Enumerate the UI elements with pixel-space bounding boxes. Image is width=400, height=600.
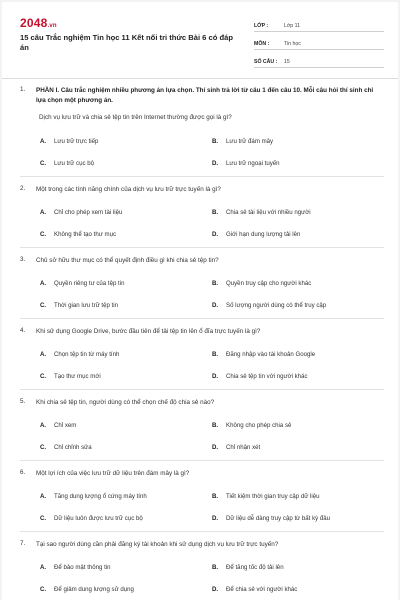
divider <box>20 531 384 532</box>
option-b[interactable] <box>212 209 311 216</box>
option-c[interactable] <box>40 586 134 593</box>
question-number: 6. <box>20 469 26 476</box>
question-number: 7. <box>20 540 26 547</box>
option-text: Để giảm dung lượng sử dụng <box>54 586 134 593</box>
option-letter: D. <box>212 586 219 593</box>
option-text: Tiết kiệm thời gian truy cập dữ liệu <box>226 493 320 500</box>
question-3 <box>20 256 384 266</box>
option-text: Quyền truy cập cho người khác <box>226 280 312 287</box>
option-letter: A. <box>40 209 47 216</box>
option-letter: C. <box>40 444 47 451</box>
option-text: Lưu trữ đám mây <box>226 138 274 145</box>
option-letter: D. <box>212 302 219 309</box>
option-b[interactable] <box>212 280 311 287</box>
question-2 <box>20 185 384 195</box>
question-number: 2. <box>20 185 26 192</box>
option-text: Chia sẻ tệp tin với người khác <box>226 373 308 380</box>
option-b[interactable] <box>212 138 273 145</box>
option-letter: B. <box>212 209 219 216</box>
option-a[interactable] <box>40 422 76 429</box>
option-b[interactable] <box>212 422 291 429</box>
meta-value: 15 <box>284 59 290 65</box>
option-a[interactable] <box>40 280 124 287</box>
option-text: Chỉ xem <box>54 422 77 429</box>
option-letter: B. <box>212 422 219 429</box>
site-logo[interactable] <box>20 16 57 30</box>
question-text: Chủ sở hữu thư mục có thể quyết định điều gì khi chia sẻ tệp tin? <box>36 257 219 264</box>
option-text: Tạo thư mục mới <box>54 373 101 380</box>
option-d[interactable] <box>212 515 330 522</box>
question-7 <box>20 540 384 550</box>
option-letter: B. <box>212 351 219 358</box>
option-letter: C. <box>40 231 47 238</box>
option-letter: A. <box>40 422 47 429</box>
option-letter: B. <box>212 280 219 287</box>
option-c[interactable] <box>40 302 118 309</box>
option-letter: A. <box>40 351 47 358</box>
option-d[interactable] <box>212 373 308 380</box>
meta-value: Lớp 11 <box>284 23 300 29</box>
option-c[interactable] <box>40 160 94 167</box>
divider <box>20 318 384 319</box>
question-5 <box>20 398 384 408</box>
question-text: Khi chia sẻ tệp tin, người dùng có thể chọn chế độ chia sẻ nào? <box>36 399 215 406</box>
option-d[interactable] <box>212 302 326 309</box>
option-d[interactable] <box>212 444 260 451</box>
question-number: 4. <box>20 327 26 334</box>
meta-row-count <box>254 52 384 68</box>
option-letter: C. <box>40 160 47 167</box>
option-a[interactable] <box>40 138 98 145</box>
meta-row-subject <box>254 34 384 50</box>
option-text: Chỉ nhận xét <box>226 444 261 451</box>
option-text: Tăng dung lượng ổ cứng máy tính <box>54 493 147 500</box>
option-letter: A. <box>40 138 47 145</box>
meta-key: MÔN : <box>254 41 270 47</box>
document-header <box>2 2 398 79</box>
meta-key: SỐ CÂU : <box>254 59 278 65</box>
option-a[interactable] <box>40 209 122 216</box>
divider <box>20 247 384 248</box>
option-text: Để tăng tốc độ tải lên <box>226 564 284 571</box>
section-instruction: PHẦN I. Câu trắc nghiệm nhiều phương án lựa chọn. Thí sinh trả lời từ câu 1 đến câu 10. Mỗi câu hỏi thí sinh chỉ lựa chọn một phương án. <box>36 87 374 104</box>
option-d[interactable] <box>212 231 300 238</box>
option-text: Để chia sẻ với người khác <box>226 586 298 593</box>
question-text: Dịch vụ lưu trữ và chia sẻ tệp tin trên Internet thường được gọi là gì? <box>39 114 232 121</box>
option-text: Giới hạn dung lượng tải lên <box>226 231 301 238</box>
question-number: 5. <box>20 398 26 405</box>
meta-row-class <box>254 16 384 32</box>
question-text: Một trong các tính năng chính của dịch vụ lưu trữ trực tuyến là gì? <box>36 186 221 193</box>
question-text: Tại sao người dùng cần phải đăng ký tài khoản khi sử dụng dịch vụ lưu trữ trực tuyến? <box>36 541 279 548</box>
option-b[interactable] <box>212 351 315 358</box>
option-text: Dữ liệu dễ dàng truy cập từ bất kỳ đâu <box>226 515 331 522</box>
option-text: Quyền riêng tư của tệp tin <box>54 280 125 287</box>
meta-key: LỚP : <box>254 23 269 29</box>
question-number: 3. <box>20 256 26 263</box>
option-c[interactable] <box>40 231 116 238</box>
option-text: Đăng nhập vào tài khoản Google <box>226 351 316 358</box>
option-letter: C. <box>40 586 47 593</box>
option-text: Không thể tạo thư mục <box>54 231 117 238</box>
option-text: Chỉ chỉnh sửa <box>54 444 92 451</box>
option-text: Chọn tệp tin từ máy tính <box>54 351 120 358</box>
option-a[interactable] <box>40 351 119 358</box>
document-page <box>2 2 398 600</box>
option-letter: A. <box>40 493 47 500</box>
option-letter: D. <box>212 160 219 167</box>
option-text: Lưu trữ cục bộ <box>54 160 94 167</box>
option-letter: B. <box>212 493 219 500</box>
option-letter: B. <box>212 138 219 145</box>
option-text: Chỉ cho phép xem tài liệu <box>54 209 123 216</box>
option-letter: D. <box>212 444 219 451</box>
option-b[interactable] <box>212 493 320 500</box>
option-text: Để bảo mật thông tin <box>54 564 111 571</box>
meta-info <box>254 16 384 70</box>
meta-value: Tin học <box>284 41 301 47</box>
option-letter: C. <box>40 515 47 522</box>
option-text: Lưu trữ ngoại tuyến <box>226 160 280 167</box>
option-text: Lưu trữ trực tiếp <box>54 138 99 145</box>
question-4 <box>20 327 384 337</box>
section-heading <box>20 86 384 105</box>
logo-suffix: .vn <box>47 23 57 29</box>
divider <box>20 460 384 461</box>
option-c[interactable] <box>40 373 101 380</box>
question-text: Một lợi ích của việc lưu trữ dữ liệu trên đám mây là gì? <box>36 470 190 477</box>
option-b[interactable] <box>212 564 284 571</box>
question-number: 1. <box>20 86 26 93</box>
logo-text: 2048 <box>20 16 48 30</box>
option-text: Thời gian lưu trữ tệp tin <box>54 302 118 309</box>
option-letter: D. <box>212 231 219 238</box>
option-text: Dữ liệu luôn được lưu trữ cục bộ <box>54 515 143 522</box>
option-text: Chia sẻ tài liệu với nhiều người <box>226 209 311 216</box>
option-c[interactable] <box>40 515 143 522</box>
option-d[interactable] <box>212 160 280 167</box>
document-title: 15 câu Trắc nghiệm Tin học 11 Kết nối tri thức Bài 6 có đáp án <box>20 33 233 52</box>
divider <box>20 389 384 390</box>
option-letter: D. <box>212 373 219 380</box>
option-letter: A. <box>40 564 47 571</box>
option-letter: C. <box>40 302 47 309</box>
option-c[interactable] <box>40 444 92 451</box>
option-a[interactable] <box>40 564 111 571</box>
option-a[interactable] <box>40 493 147 500</box>
question-6 <box>20 469 384 479</box>
option-letter: C. <box>40 373 47 380</box>
option-letter: A. <box>40 280 47 287</box>
question-text: Khi sử dụng Google Drive, bước đầu tiên để tải tệp tin lên ổ đĩa trực tuyến là gì? <box>36 328 261 335</box>
option-text: Số lượng người dùng có thể truy cập <box>226 302 327 309</box>
option-text: Không cho phép chia sẻ <box>226 422 292 429</box>
option-letter: D. <box>212 515 219 522</box>
option-letter: B. <box>212 564 219 571</box>
option-d[interactable] <box>212 586 297 593</box>
divider <box>20 176 384 177</box>
